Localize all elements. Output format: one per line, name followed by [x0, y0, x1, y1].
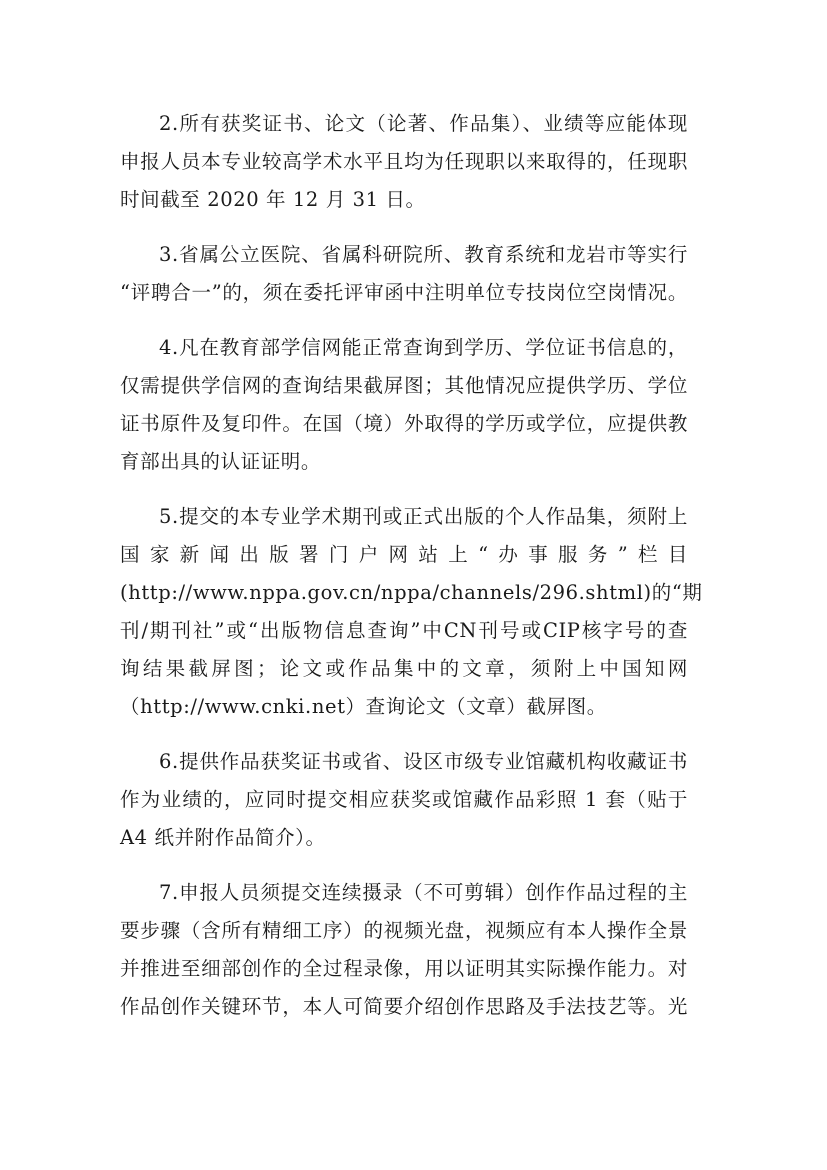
- text-line: 4.凡在教育部学信网能正常查询到学历、学位证书信息的，: [159, 336, 688, 359]
- paragraph-item-3: [120, 236, 688, 312]
- text-line: 申报人员本专业较高学术水平且均为任现职以来取得的，任现职: [120, 150, 688, 173]
- text-line: 时间截至 2020 年 12 月 31 日。: [120, 188, 426, 211]
- paragraph-item-2: [120, 105, 688, 219]
- paragraph-item-5: [120, 498, 703, 726]
- text-line: 询结果截屏图；论文或作品集中的文章，须附上中国知网: [120, 657, 688, 680]
- text-line: 要步骤（含所有精细工序）的视频光盘，视频应有本人操作全景: [120, 919, 688, 942]
- text-line: 6.提供作品获奖证书或省、设区市级专业馆藏机构收藏证书: [159, 750, 688, 773]
- text-line: 7.申报人员须提交连续摄录（不可剪辑）创作作品过程的主: [159, 881, 688, 904]
- text-line: 3.省属公立医院、省属科研院所、教育系统和龙岩市等实行: [159, 243, 688, 266]
- text-line: 刊/期刊社”或“出版物信息查询”中CN刊号或CIP核字号的查: [120, 619, 688, 642]
- text-line: A4 纸并附作品简介）。: [120, 826, 326, 849]
- text-line: 证书原件及复印件。在国（境）外取得的学历或学位，应提供教: [120, 412, 688, 435]
- text-line: “评聘合一”的，须在委托评审函中注明单位专技岗位空岗情况。: [120, 281, 688, 304]
- text-line: 国家新闻出版署门户网站上“办事服务”栏目: [120, 543, 688, 566]
- text-line: 作品创作关键环节，本人可简要介绍创作思路及手法技艺等。光: [120, 995, 688, 1018]
- text-line: (http://www.nppa.gov.cn/nppa/channels/296.shtml)的“期: [120, 581, 703, 604]
- text-line: 5.提交的本专业学术期刊或正式出版的个人作品集，须附上: [159, 505, 688, 528]
- text-line: 作为业绩的，应同时提交相应获奖或馆藏作品彩照 1 套（贴于: [120, 788, 688, 811]
- text-line: （http://www.cnki.net）查询论文（文章）截屏图。: [120, 695, 607, 718]
- text-line: 仅需提供学信网的查询结果截屏图；其他情况应提供学历、学位: [120, 374, 688, 397]
- paragraph-item-7: [120, 874, 688, 1026]
- paragraph-item-4: [120, 329, 688, 481]
- document-body: [120, 105, 703, 1043]
- text-line: 育部出具的认证证明。: [120, 450, 322, 473]
- paragraph-item-6: [120, 743, 688, 857]
- text-line: 并推进至细部创作的全过程录像，用以证明其实际操作能力。对: [120, 957, 688, 980]
- text-line: 2.所有获奖证书、论文（论著、作品集）、业绩等应能体现: [159, 112, 688, 135]
